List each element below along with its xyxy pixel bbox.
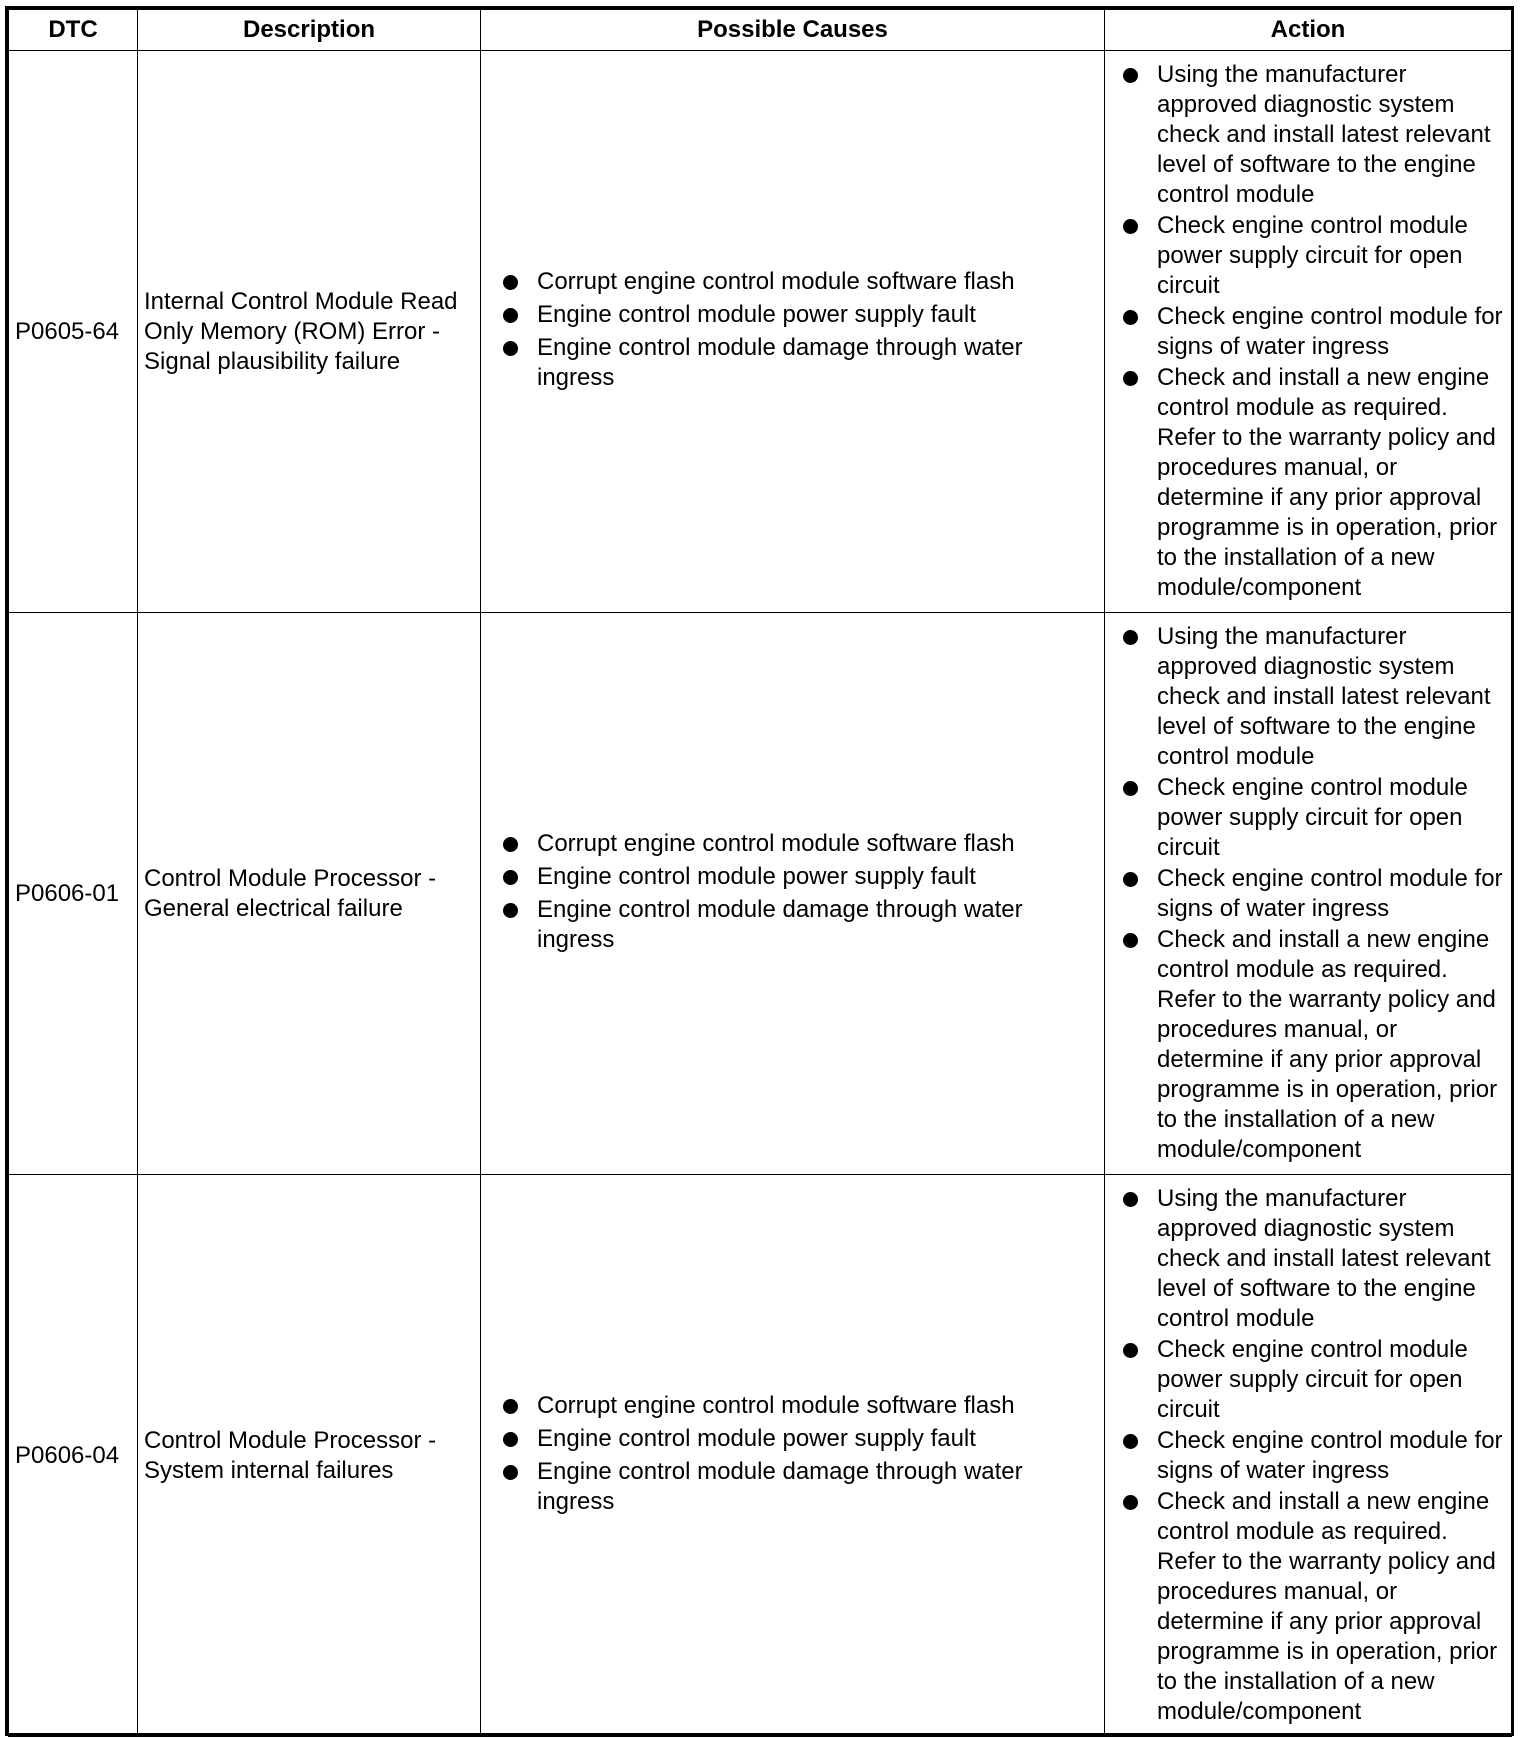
action-item: Check engine control module for signs of water ingress xyxy=(1123,864,1509,924)
header-description: Description xyxy=(138,10,481,51)
possible-causes-list xyxy=(503,1391,1096,1517)
cause-item: Engine control module damage through water ingress xyxy=(503,333,1096,393)
action-item: Check engine control module for signs of water ingress xyxy=(1123,302,1509,362)
actions-list xyxy=(1123,1184,1509,1727)
table-header-row xyxy=(9,10,1512,51)
cause-item: Engine control module power supply fault xyxy=(503,862,1096,892)
dtc-table-sheet xyxy=(5,6,1514,1736)
action-item: Using the manufacturer approved diagnostic system check and install latest relevant level of software to the engine control module xyxy=(1123,60,1509,210)
possible-causes-cell xyxy=(481,51,1105,613)
table-row xyxy=(9,1175,1512,1737)
action-item: Check engine control module power supply circuit for open circuit xyxy=(1123,211,1509,301)
action-item: Check engine control module power supply circuit for open circuit xyxy=(1123,1335,1509,1425)
actions-cell xyxy=(1105,613,1512,1175)
action-item: Using the manufacturer approved diagnostic system check and install latest relevant level of software to the engine control module xyxy=(1123,622,1509,772)
table-row xyxy=(9,613,1512,1175)
dtc-description: Control Module Processor - General electrical failure xyxy=(138,613,481,1175)
dtc-description: Internal Control Module Read Only Memory (ROM) Error - Signal plausibility failure xyxy=(138,51,481,613)
cause-item: Engine control module damage through water ingress xyxy=(503,1457,1096,1517)
possible-causes-cell xyxy=(481,1175,1105,1737)
actions-list xyxy=(1123,622,1509,1165)
possible-causes-cell xyxy=(481,613,1105,1175)
action-item: Using the manufacturer approved diagnostic system check and install latest relevant level of software to the engine control module xyxy=(1123,1184,1509,1334)
dtc-code: P0606-04 xyxy=(9,1175,138,1737)
action-item: Check and install a new engine control module as required. Refer to the warranty policy and procedures manual, or determine if any prior approval programme is in operation, prior to the installation of a new module/component xyxy=(1123,1487,1509,1727)
cause-item: Corrupt engine control module software flash xyxy=(503,1391,1096,1421)
possible-causes-list xyxy=(503,829,1096,955)
action-item: Check engine control module power supply circuit for open circuit xyxy=(1123,773,1509,863)
cause-item: Corrupt engine control module software flash xyxy=(503,829,1096,859)
header-action: Action xyxy=(1105,10,1512,51)
action-item: Check and install a new engine control module as required. Refer to the warranty policy and procedures manual, or determine if any prior approval programme is in operation, prior to the installation of a new module/component xyxy=(1123,925,1509,1165)
dtc-table xyxy=(8,9,1512,1737)
cause-item: Engine control module power supply fault xyxy=(503,300,1096,330)
header-possible-causes: Possible Causes xyxy=(481,10,1105,51)
actions-list xyxy=(1123,60,1509,603)
cause-item: Engine control module damage through water ingress xyxy=(503,895,1096,955)
action-item: Check engine control module for signs of water ingress xyxy=(1123,1426,1509,1486)
dtc-code: P0606-01 xyxy=(9,613,138,1175)
header-dtc: DTC xyxy=(9,10,138,51)
actions-cell xyxy=(1105,51,1512,613)
cause-item: Corrupt engine control module software flash xyxy=(503,267,1096,297)
dtc-code: P0605-64 xyxy=(9,51,138,613)
table-row xyxy=(9,51,1512,613)
cause-item: Engine control module power supply fault xyxy=(503,1424,1096,1454)
action-item: Check and install a new engine control module as required. Refer to the warranty policy and procedures manual, or determine if any prior approval programme is in operation, prior to the installation of a new module/component xyxy=(1123,363,1509,603)
dtc-description: Control Module Processor - System internal failures xyxy=(138,1175,481,1737)
possible-causes-list xyxy=(503,267,1096,393)
actions-cell xyxy=(1105,1175,1512,1737)
